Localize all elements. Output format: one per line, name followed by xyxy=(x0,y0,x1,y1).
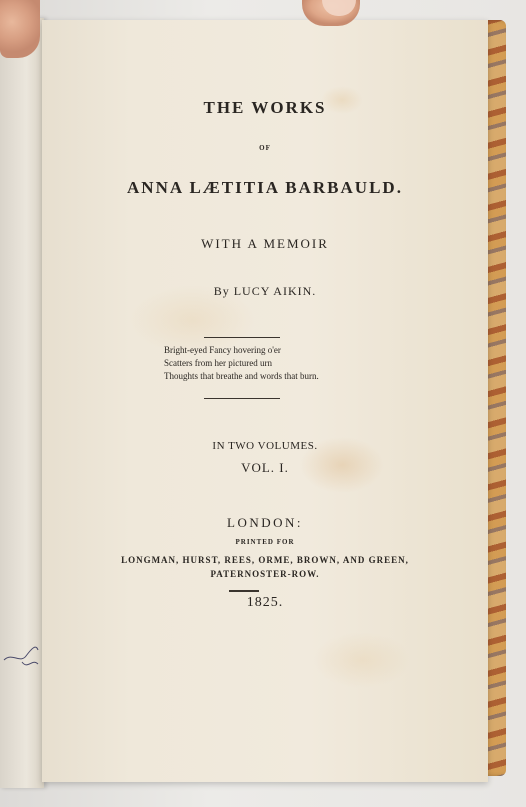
book-title: THE WORKS xyxy=(203,98,327,117)
byline: By LUCY AIKIN. xyxy=(213,284,317,298)
facing-page xyxy=(0,18,44,788)
epigraph-rule-top xyxy=(204,337,280,338)
author-name: ANNA LÆTITIA BARBAULD. xyxy=(127,178,403,197)
imprint-city: LONDON: xyxy=(227,515,303,530)
epigraph xyxy=(164,344,319,383)
epigraph-rule-bottom xyxy=(204,398,280,399)
holding-hand xyxy=(0,0,40,58)
printed-for: PRINTED FOR xyxy=(235,538,295,546)
epigraph-line: Thoughts that breathe and words that burn. xyxy=(164,371,319,381)
publication-year: 1825. xyxy=(246,595,284,610)
epigraph-line: Scatters from her pictured urn xyxy=(164,358,272,368)
publisher-address: PATERNOSTER-ROW. xyxy=(210,569,320,579)
subtitle: WITH A MEMOIR xyxy=(201,236,329,251)
epigraph-line: Bright-eyed Fancy hovering o'er xyxy=(164,345,281,355)
volume-number: VOL. I. xyxy=(241,460,289,475)
handwritten-signature xyxy=(2,630,42,680)
publishers: LONGMAN, HURST, REES, ORME, BROWN, AND GREEN, xyxy=(121,555,409,565)
title-connector: OF xyxy=(259,144,271,152)
title-page xyxy=(42,20,488,782)
volume-count: IN TWO VOLUMES. xyxy=(212,440,318,452)
year-rule xyxy=(229,590,259,592)
